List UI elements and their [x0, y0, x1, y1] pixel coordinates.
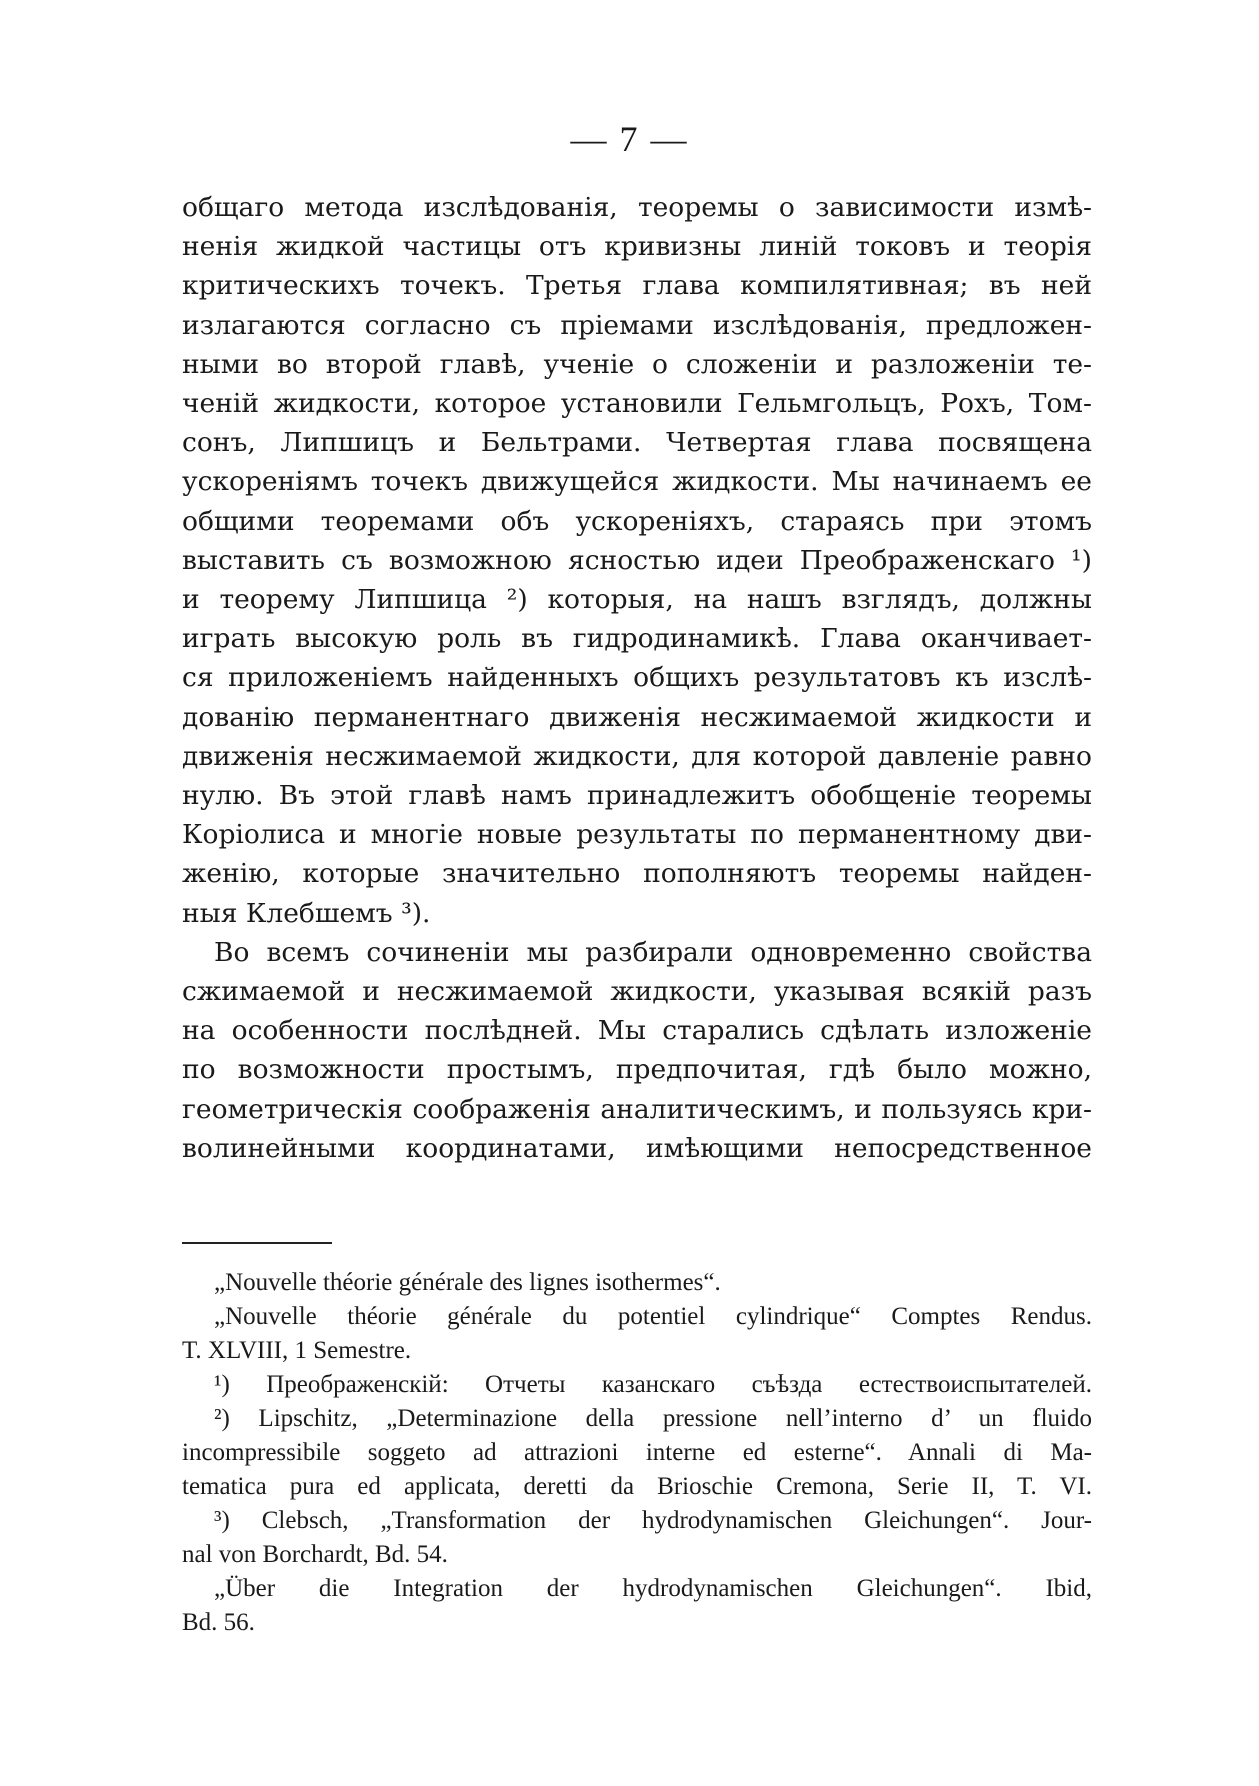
- footnote-line: ²) Lipschitz, „Determinazione della pressione nell’interno d’ un fluido: [214, 1405, 1092, 1432]
- text-line: Во всемъ сочиненіи мы разбирали одновременно свойства: [214, 936, 1092, 968]
- footnote-line: ¹) Преображенскій: Отчеты казанскаго съѣзда естествоиспытателей.: [214, 1371, 1092, 1398]
- footnote-line: T. XLVIII, 1 Semestre.: [182, 1337, 412, 1364]
- footnotes: [182, 1266, 1092, 1640]
- footnote-line: „Nouvelle théorie générale des lignes isothermes“.: [214, 1269, 721, 1296]
- text-line: ныя Клебшемъ ³).: [182, 897, 431, 929]
- page-number: — 7 —: [570, 119, 689, 159]
- text-line: на особенности послѣдней. Мы старались сдѣлать изложеніе: [182, 1015, 1092, 1047]
- footnote-line: incompressibile soggeto ad attrazioni interne ed esterne“. Annali di Ma-: [182, 1439, 1092, 1466]
- footnote-line: Bd. 56.: [182, 1609, 255, 1636]
- text-line: нулю. Въ этой главѣ намъ принадлежитъ обобщеніе теоремы: [182, 780, 1092, 812]
- text-line: и теорему Липшица ²) которыя, на нашъ взглядъ, должны: [182, 584, 1092, 616]
- text-line: женію, которые значительно пополняютъ теоремы найден-: [182, 858, 1092, 890]
- text-line: общаго метода изслѣдованія, теоремы о зависимости измѣ-: [182, 192, 1092, 223]
- footnote-line: „Über die Integration der hydrodynamischen Gleichungen“. Ibid,: [214, 1575, 1092, 1602]
- text-line: ченій жидкости, которое установили Гельмгольцъ, Рохъ, Том-: [182, 388, 1092, 420]
- text-line: сжимаемой и несжимаемой жидкости, указывая всякій разъ: [182, 976, 1092, 1008]
- text-line: ся приложеніемъ найденныхъ общихъ результатовъ къ изслѣ-: [182, 662, 1092, 694]
- text-line: критическихъ точекъ. Третья глава компилятивная; въ ней: [182, 270, 1092, 302]
- text-line: волинейными координатами, имѣющими непосредственное: [182, 1132, 1092, 1164]
- text-line: общими теоремами объ ускореніяхъ, стараясь при этомъ: [182, 505, 1092, 537]
- text-line: Коріолиса и многіе новые результаты по перманентному дви-: [182, 819, 1092, 851]
- footnote-line: nal von Borchardt, Bd. 54.: [182, 1541, 448, 1568]
- footnote-line: tematica pura ed applicata, deretti da Brioschie Cremona, Serie II, T. VI.: [182, 1473, 1092, 1500]
- text-line: дованію перманентнаго движенія несжимаемой жидкости и: [182, 701, 1092, 733]
- text-line: играть высокую роль въ гидродинамикѣ. Глава оканчивает-: [182, 623, 1092, 655]
- body-text: [182, 188, 1092, 1168]
- text-line: ненія жидкой частицы отъ кривизны линій токовъ и теорія: [182, 231, 1092, 263]
- text-line: ускореніямъ точекъ движущейся жидкости. Мы начинаемъ ее: [182, 466, 1092, 498]
- text-line: сонъ, Липшицъ и Бельтрами. Четвертая глава посвящена: [182, 427, 1092, 459]
- text-line: излагаются согласно съ пріемами изслѣдованія, предложен-: [182, 309, 1092, 341]
- text-line: ными во второй главѣ, ученіе о сложеніи и разложеніи те-: [182, 348, 1092, 380]
- footnote-divider: [182, 1242, 332, 1244]
- text-line: выставить съ возможною ясностью идеи Преображенскаго ¹): [182, 544, 1092, 576]
- text-line: по возможности простымъ, предпочитая, гдѣ было можно,: [182, 1054, 1092, 1086]
- text-line: движенія несжимаемой жидкости, для которой давленіе равно: [182, 740, 1092, 772]
- text-line: геометрическія соображенія аналитическимъ, и пользуясь кри-: [182, 1093, 1092, 1125]
- footnote-line: ³) Clebsch, „Transformation der hydrodynamischen Gleichungen“. Jour-: [214, 1507, 1092, 1534]
- footnote-line: „Nouvelle théorie générale du potentiel cylindrique“ Comptes Rendus.: [214, 1303, 1092, 1330]
